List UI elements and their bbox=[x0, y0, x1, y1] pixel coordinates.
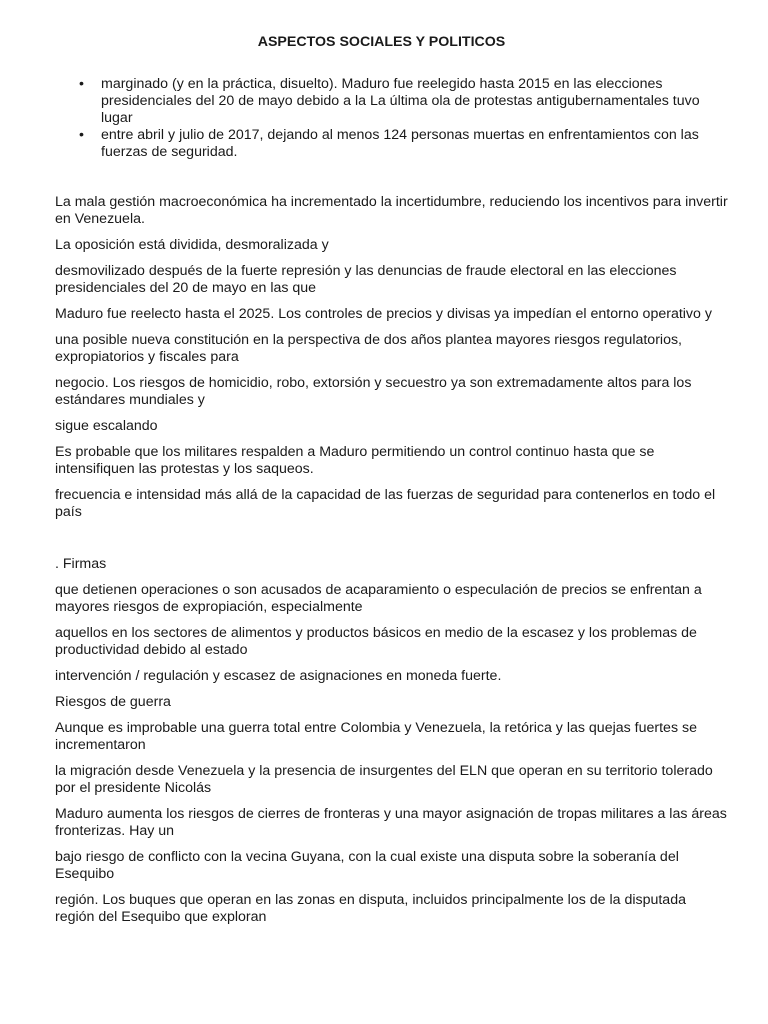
bullet-list bbox=[55, 76, 728, 161]
paragraph: . Firmas bbox=[55, 556, 107, 572]
paragraph: que detienen operaciones o son acusados de acaparamiento o especulación de precios se enfrentan a mayores riesgos de expropiación, especialmente bbox=[55, 582, 702, 615]
paragraph: región. Los buques que operan en las zonas en disputa, incluidos principalmente los de la disputada región del Esequibo que exploran bbox=[55, 892, 686, 925]
paragraph: La oposición está dividida, desmoralizada y bbox=[55, 237, 329, 253]
paragraph: Aunque es improbable una guerra total entre Colombia y Venezuela, la retórica y las quejas fuertes se incrementaron bbox=[55, 720, 697, 753]
paragraph: una posible nueva constitución en la perspectiva de dos años plantea mayores riesgos regulatorios, expropiatorios y fiscales para bbox=[55, 332, 683, 365]
paragraph: Es probable que los militares respalden a Maduro permitiendo un control continuo hasta que se intensifiquen las protestas y los saqueos. bbox=[55, 444, 655, 477]
bullet-item bbox=[79, 127, 728, 161]
bullet-text: marginado (y en la práctica, disuelto). Maduro fue reelegido hasta 2015 en las elecciones presidenciales del 20 de mayo debido a la La última ola de protestas antigubernamentales tuvo lugar bbox=[101, 76, 700, 126]
bullet-icon: • bbox=[79, 76, 84, 92]
paragraph: sigue escalando bbox=[55, 418, 158, 434]
paragraph: Maduro aumenta los riesgos de cierres de fronteras y una mayor asignación de tropas militares a las áreas fronterizas. Hay un bbox=[55, 806, 727, 839]
paragraph: aquellos en los sectores de alimentos y productos básicos en medio de la escasez y los problemas de productividad debido al estado bbox=[55, 625, 697, 658]
paragraph: frecuencia e intensidad más allá de la capacidad de las fuerzas de seguridad para contenerlos en todo el país bbox=[55, 487, 716, 520]
section-heading: Riesgos de guerra bbox=[55, 694, 171, 710]
bullet-text: entre abril y julio de 2017, dejando al menos 124 personas muertas en enfrentamientos con las fuerzas de seguridad. bbox=[101, 127, 699, 160]
paragraph: intervención / regulación y escasez de asignaciones en moneda fuerte. bbox=[55, 668, 502, 684]
paragraph: Maduro fue reelecto hasta el 2025. Los controles de precios y divisas ya impedían el entorno operativo y bbox=[55, 306, 712, 322]
bullet-icon: • bbox=[79, 127, 84, 143]
document-title: ASPECTOS SOCIALES Y POLITICOS bbox=[257, 34, 506, 50]
paragraph: bajo riesgo de conflicto con la vecina Guyana, con la cual existe una disputa sobre la soberanía del Esequibo bbox=[55, 849, 679, 882]
paragraph: negocio. Los riesgos de homicidio, robo, extorsión y secuestro ya son extremadamente altos para los estándares mundiales y bbox=[55, 375, 692, 408]
paragraph: desmovilizado después de la fuerte represión y las denuncias de fraude electoral en las elecciones presidenciales del 20 de mayo en las que bbox=[55, 263, 677, 296]
paragraph: La mala gestión macroeconómica ha incrementado la incertidumbre, reduciendo los incentivos para invertir en Venezuela. bbox=[55, 194, 728, 227]
paragraph: la migración desde Venezuela y la presencia de insurgentes del ELN que operan en su territorio tolerado por el presidente Nicolás bbox=[55, 763, 713, 796]
bullet-item bbox=[79, 76, 728, 127]
